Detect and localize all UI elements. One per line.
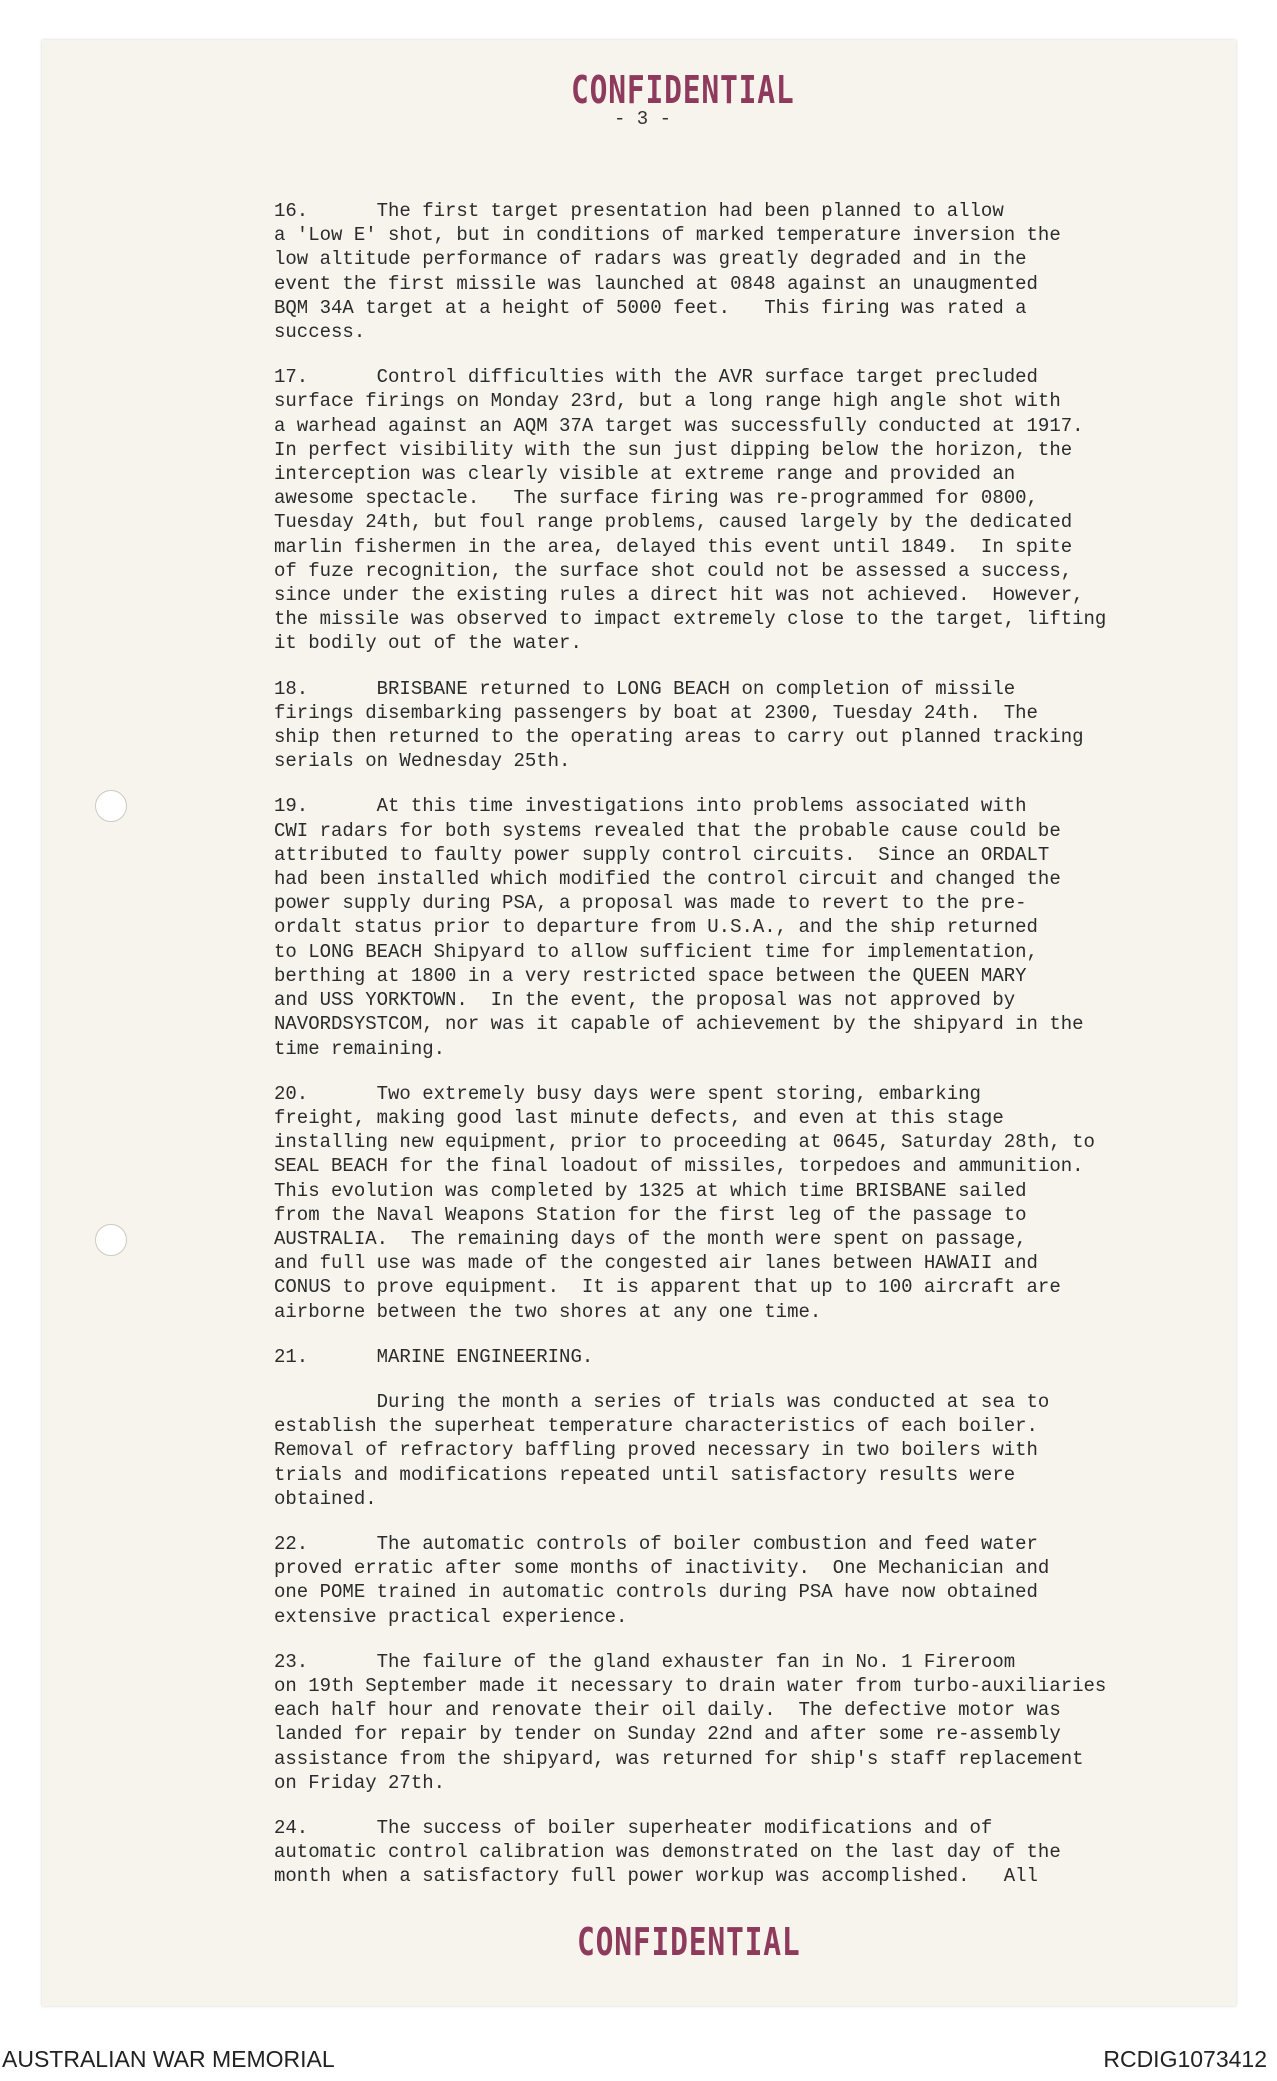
confidential-stamp-top: CONFIDENTIAL: [571, 68, 795, 112]
document-page: [42, 40, 1236, 2006]
confidential-stamp-bottom: CONFIDENTIAL: [577, 1920, 801, 1964]
document-body: [274, 199, 1204, 1910]
footer-record-id: RCDIG1073412: [1103, 2046, 1267, 2072]
paragraph-19: 19. At this time investigations into problems associated with CWI radars for both systems revealed that the probable cause could be attributed to faulty power supply control circuits. Since an ORDALT had been installed which modified the control circuit and changed the power supply during PSA, a proposal was made to revert to the pre- ordalt status prior to departure from U.S.A., and the ship returned to LONG BEACH Shipyard to allow sufficient time for implementation, berthing at 1800 in a very restricted space between the QUEEN MARY and USS YORKTOWN. In the event, the proposal was not approved by NAVORDSYSTCOM, nor was it capable of achievement by the shipyard in the time remaining.: [274, 795, 1084, 1060]
footer-archive-name: AUSTRALIAN WAR MEMORIAL: [2, 2046, 335, 2072]
paragraph-16: 16. The first target presentation had been planned to allow a 'Low E' shot, but in conditions of marked temperature inversion the low altitude performance of radars was greatly degraded and in the event the first missile was launched at 0848 against an unaugmented BQM 34A target at a height of 5000 feet. This firing was rated a success.: [274, 200, 1061, 344]
paragraph-24: 24. The success of boiler superheater modifications and of automatic control calibration was demonstrated on the last day of the month when a satisfactory full power workup was accomplished. All: [274, 1816, 1061, 1888]
paragraph-23: 23. The failure of the gland exhauster fan in No. 1 Fireroom on 19th September made it necessary to drain water from turbo-auxiliaries each half hour and renovate their oil daily. The defective motor was landed for repair by tender on Sunday 22nd and after some re-assembly assistance from the shipyard, was returned for ship's staff replacement on Friday 27th.: [274, 1650, 1107, 1794]
punch-hole-icon: [95, 1224, 127, 1256]
paragraph-18: 18. BRISBANE returned to LONG BEACH on completion of missile firings disembarking passengers by boat at 2300, Tuesday 24th. The ship then returned to the operating areas to carry out planned tracking serials on Wednesday 25th.: [274, 677, 1084, 773]
page-number: - 3 -: [614, 108, 672, 130]
paragraph-20: 20. Two extremely busy days were spent storing, embarking freight, making good last minute defects, and even at this stage installing new equipment, prior to proceeding at 0645, Saturday 28th, to SEAL BEACH for the final loadout of missiles, torpedoes and ammunition. This evolution was completed by 1325 at which time BRISBANE sailed from the Naval Weapons Station for the first leg of the passage to AUSTRALIA. The remaining days of the month were spent on passage, and full use was made of the congested air lanes between HAWAII and CONUS to prove equipment. It is apparent that up to 100 aircraft are airborne between the two shores at any one time.: [274, 1082, 1095, 1323]
paragraph-17: 17. Control difficulties with the AVR surface target precluded surface firings on Monday 23rd, but a long range high angle shot with a warhead against an AQM 37A target was successfully conducted at 1917. In perfect visibility with the sun just dipping below the horizon, the interception was clearly visible at extreme range and provided an awesome spectacle. The surface firing was re-programmed for 0800, Tuesday 24th, but foul range problems, caused largely by the dedicated marlin fishermen in the area, delayed this event until 1849. In spite of fuze recognition, the surface shot could not be assessed a success, since under the existing rules a direct hit was not achieved. However, the missile was observed to impact extremely close to the target, lifting it bodily out of the water.: [274, 366, 1107, 655]
paragraph-21-heading: 21. MARINE ENGINEERING.: [274, 1345, 594, 1368]
paragraph-22: 22. The automatic controls of boiler combustion and feed water proved erratic after some months of inactivity. One Mechanician and one POME trained in automatic controls during PSA have now obtained extensive practical experience.: [274, 1532, 1050, 1628]
paragraph-21-body: During the month a series of trials was conducted at sea to establish the superheat temperature characteristics of each boiler. Removal of refractory baffling proved necessary in two boilers with trials and modifications repeated until satisfactory results were obtained.: [274, 1390, 1050, 1510]
punch-hole-icon: [95, 790, 127, 822]
